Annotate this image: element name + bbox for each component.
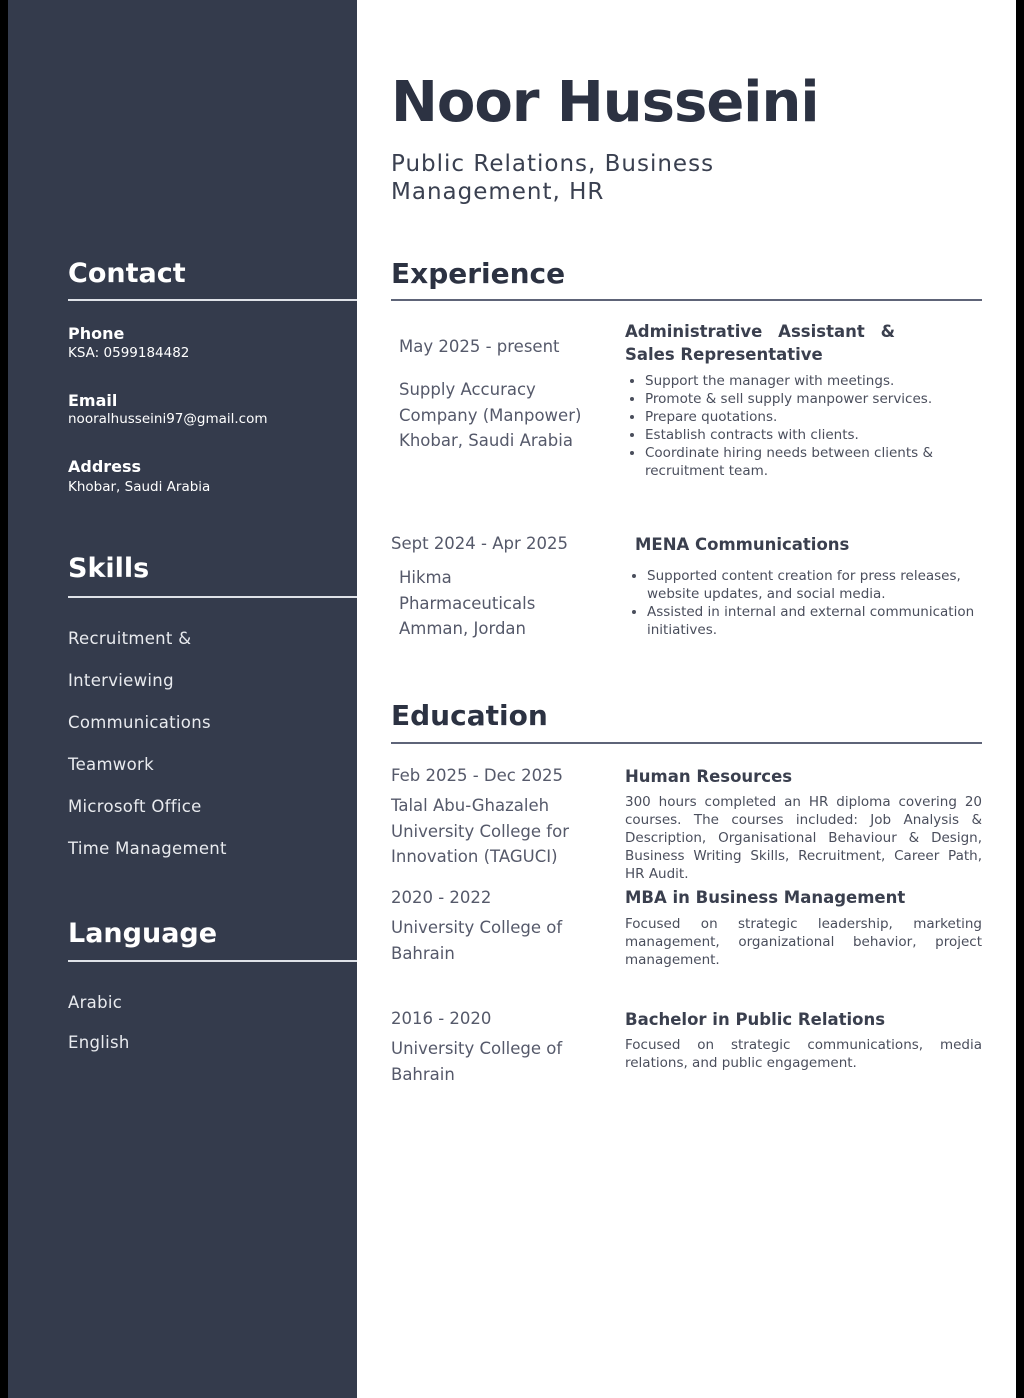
resume-page	[8, 0, 1016, 1398]
language-item: Arabic	[68, 993, 123, 1012]
contact-heading: Contact	[68, 258, 186, 289]
skill-item: Communications	[68, 713, 211, 732]
experience-bullets	[627, 567, 982, 639]
experience-bullets	[625, 372, 945, 480]
experience-role: Administrative Assistant & Sales Representative	[625, 322, 895, 364]
email-value: nooralhusseini97@gmail.com	[68, 411, 268, 427]
education-school: Talal Abu-Ghazaleh University College for Innovation (TAGUCI)	[391, 796, 569, 866]
contact-divider	[68, 299, 357, 301]
skills-divider	[68, 596, 357, 598]
experience-date: Sept 2024 - Apr 2025	[391, 534, 569, 553]
language-heading: Language	[68, 918, 218, 949]
candidate-name: Noor Husseini	[391, 70, 819, 135]
phone-label: Phone	[68, 324, 125, 343]
education-degree: MBA in Business Management	[625, 888, 906, 907]
skill-item: Recruitment &	[68, 629, 192, 648]
phone-value: KSA: 0599184482	[68, 345, 190, 361]
experience-date: May 2025 - present	[399, 337, 560, 356]
education-description: 300 hours completed an HR diploma covering 20 courses. The courses included: Job Analysis & Description, Organisational Behaviour & Design, Business Writing Skills, Recruitment, Career Path, HR Audit.	[625, 794, 982, 882]
skill-item: Interviewing	[68, 671, 174, 690]
bullet-item: • Establish contracts with clients.	[645, 426, 945, 444]
candidate-subtitle: Public Relations, Business Management, HR	[391, 151, 715, 205]
bullet-item: • Coordinate hiring needs between clients & recruitment team.	[645, 444, 945, 480]
skill-item: Time Management	[68, 839, 227, 858]
bullet-item: • Support the manager with meetings.	[645, 372, 945, 390]
language-divider	[68, 960, 357, 962]
language-item: English	[68, 1033, 130, 1052]
experience-company: Supply Accuracy Company (Manpower) Khobar, Saudi Arabia	[399, 380, 582, 450]
education-degree: Human Resources	[625, 767, 793, 786]
bullet-item: • Assisted in internal and external communication initiatives.	[647, 603, 982, 639]
education-school: University College of Bahrain	[391, 1039, 563, 1084]
education-description: Focused on strategic leadership, marketing management, organizational behavior, project management.	[625, 916, 982, 968]
experience-heading: Experience	[391, 257, 566, 290]
education-date: 2020 - 2022	[391, 888, 492, 907]
education-divider	[391, 742, 982, 744]
skills-heading: Skills	[68, 553, 150, 584]
experience-role: MENA Communications	[635, 535, 850, 554]
bullet-item: • Supported content creation for press releases, website updates, and social media.	[647, 567, 982, 603]
education-degree: Bachelor in Public Relations	[625, 1010, 886, 1029]
education-date: 2016 - 2020	[391, 1009, 492, 1028]
skill-item: Teamwork	[68, 755, 154, 774]
bullet-item: • Promote & sell supply manpower services.	[645, 390, 945, 408]
sidebar	[8, 0, 357, 1398]
bullet-item: • Prepare quotations.	[645, 408, 945, 426]
email-label: Email	[68, 391, 118, 410]
education-date: Feb 2025 - Dec 2025	[391, 766, 564, 785]
skill-item: Microsoft Office	[68, 797, 202, 816]
address-label: Address	[68, 457, 142, 476]
address-value: Khobar, Saudi Arabia	[68, 479, 211, 495]
experience-company: Hikma Pharmaceuticals Amman, Jordan	[399, 568, 536, 638]
education-heading: Education	[391, 699, 548, 732]
education-description: Focused on strategic communications, media relations, and public engagement.	[625, 1037, 982, 1071]
experience-divider	[391, 299, 982, 301]
education-school: University College of Bahrain	[391, 918, 563, 963]
